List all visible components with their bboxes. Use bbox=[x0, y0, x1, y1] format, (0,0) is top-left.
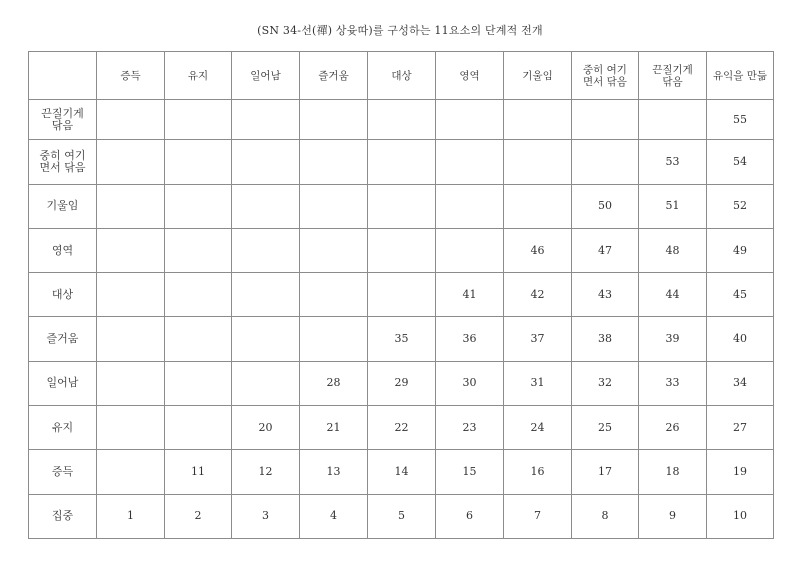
table-cell bbox=[368, 140, 436, 184]
table-cell: 6 bbox=[436, 494, 504, 538]
row-header: 끈질기게 닦음 bbox=[29, 100, 97, 140]
table-cell bbox=[232, 361, 300, 405]
table-cell: 51 bbox=[639, 184, 707, 228]
column-header: 중히 여기 면서 닦음 bbox=[572, 52, 639, 100]
table-cell: 47 bbox=[572, 228, 639, 272]
table-cell bbox=[97, 184, 165, 228]
table-cell bbox=[165, 140, 232, 184]
row-header: 영역 bbox=[29, 228, 97, 272]
table-cell bbox=[97, 450, 165, 494]
table-cell bbox=[165, 228, 232, 272]
table-cell bbox=[97, 100, 165, 140]
table-row bbox=[29, 184, 774, 228]
row-header: 기울임 bbox=[29, 184, 97, 228]
column-header: 일어남 bbox=[232, 52, 300, 100]
table-cell: 50 bbox=[572, 184, 639, 228]
table-cell: 38 bbox=[572, 317, 639, 361]
table-cell: 15 bbox=[436, 450, 504, 494]
header-row bbox=[29, 52, 774, 100]
table-cell bbox=[368, 228, 436, 272]
table-cell: 49 bbox=[707, 228, 774, 272]
table-cell bbox=[436, 100, 504, 140]
table-row bbox=[29, 361, 774, 405]
table-cell: 4 bbox=[300, 494, 368, 538]
table-cell: 46 bbox=[504, 228, 572, 272]
table-cell bbox=[504, 140, 572, 184]
table-cell: 12 bbox=[232, 450, 300, 494]
column-header: 영역 bbox=[436, 52, 504, 100]
table-cell: 22 bbox=[368, 406, 436, 450]
table-row bbox=[29, 406, 774, 450]
table-cell: 25 bbox=[572, 406, 639, 450]
table-cell: 7 bbox=[504, 494, 572, 538]
row-header: 증득 bbox=[29, 450, 97, 494]
table-cell bbox=[300, 100, 368, 140]
table-cell: 3 bbox=[232, 494, 300, 538]
table-cell bbox=[300, 273, 368, 317]
table-cell: 14 bbox=[368, 450, 436, 494]
table-cell bbox=[368, 100, 436, 140]
table-cell: 27 bbox=[707, 406, 774, 450]
table-cell: 28 bbox=[300, 361, 368, 405]
column-header: 증득 bbox=[97, 52, 165, 100]
table-cell: 10 bbox=[707, 494, 774, 538]
table-cell: 19 bbox=[707, 450, 774, 494]
column-header: 기울임 bbox=[504, 52, 572, 100]
table-cell: 37 bbox=[504, 317, 572, 361]
row-header: 대상 bbox=[29, 273, 97, 317]
table-cell: 39 bbox=[639, 317, 707, 361]
table-cell bbox=[97, 317, 165, 361]
table-cell bbox=[368, 273, 436, 317]
table-cell bbox=[97, 406, 165, 450]
table-cell: 5 bbox=[368, 494, 436, 538]
table-cell bbox=[436, 228, 504, 272]
table-cell bbox=[165, 273, 232, 317]
table-cell: 44 bbox=[639, 273, 707, 317]
table-cell: 34 bbox=[707, 361, 774, 405]
column-header: 즐거움 bbox=[300, 52, 368, 100]
table-cell: 45 bbox=[707, 273, 774, 317]
table-cell: 9 bbox=[639, 494, 707, 538]
table-cell bbox=[232, 140, 300, 184]
table-cell: 52 bbox=[707, 184, 774, 228]
row-header: 중히 여기 면서 닦음 bbox=[29, 140, 97, 184]
table-cell bbox=[300, 140, 368, 184]
table-cell bbox=[232, 317, 300, 361]
table-cell bbox=[504, 100, 572, 140]
table-row bbox=[29, 273, 774, 317]
table-cell bbox=[232, 228, 300, 272]
table-cell bbox=[165, 184, 232, 228]
table-cell: 40 bbox=[707, 317, 774, 361]
stages-table bbox=[28, 51, 774, 539]
table-cell bbox=[165, 317, 232, 361]
table-cell: 31 bbox=[504, 361, 572, 405]
table-cell: 53 bbox=[639, 140, 707, 184]
table-row bbox=[29, 494, 774, 538]
corner-header-cell bbox=[29, 52, 97, 100]
table-body bbox=[29, 100, 774, 539]
table-cell: 26 bbox=[639, 406, 707, 450]
table-cell bbox=[572, 140, 639, 184]
table-cell: 33 bbox=[639, 361, 707, 405]
table-cell: 21 bbox=[300, 406, 368, 450]
table-cell: 17 bbox=[572, 450, 639, 494]
table-caption: (SN 34-선(禪) 상윳따)를 구성하는 11요소의 단계적 전개 bbox=[257, 24, 543, 37]
table-cell bbox=[165, 406, 232, 450]
row-header: 유지 bbox=[29, 406, 97, 450]
table-cell: 1 bbox=[97, 494, 165, 538]
table-cell: 42 bbox=[504, 273, 572, 317]
table-cell: 2 bbox=[165, 494, 232, 538]
table-cell: 8 bbox=[572, 494, 639, 538]
table-cell bbox=[300, 184, 368, 228]
table-row bbox=[29, 100, 774, 140]
table-cell bbox=[232, 273, 300, 317]
table-cell bbox=[436, 140, 504, 184]
table-row bbox=[29, 317, 774, 361]
table-cell: 43 bbox=[572, 273, 639, 317]
table-cell bbox=[97, 228, 165, 272]
table-row bbox=[29, 228, 774, 272]
row-header: 즐거움 bbox=[29, 317, 97, 361]
table-cell bbox=[572, 100, 639, 140]
table-cell: 30 bbox=[436, 361, 504, 405]
column-header: 유지 bbox=[165, 52, 232, 100]
table-cell: 32 bbox=[572, 361, 639, 405]
table-cell bbox=[639, 100, 707, 140]
table-cell: 16 bbox=[504, 450, 572, 494]
table-cell bbox=[300, 317, 368, 361]
table-cell bbox=[368, 184, 436, 228]
table-cell bbox=[97, 361, 165, 405]
table-cell: 20 bbox=[232, 406, 300, 450]
column-header: 끈질기게 닦음 bbox=[639, 52, 707, 100]
table-cell: 48 bbox=[639, 228, 707, 272]
table-cell bbox=[97, 140, 165, 184]
table-cell bbox=[232, 184, 300, 228]
table-cell: 55 bbox=[707, 100, 774, 140]
row-header: 일어남 bbox=[29, 361, 97, 405]
table-cell: 41 bbox=[436, 273, 504, 317]
table-cell: 35 bbox=[368, 317, 436, 361]
table-cell bbox=[165, 361, 232, 405]
table-cell: 23 bbox=[436, 406, 504, 450]
row-header: 집중 bbox=[29, 494, 97, 538]
table-cell: 13 bbox=[300, 450, 368, 494]
table-cell: 29 bbox=[368, 361, 436, 405]
table-cell: 18 bbox=[639, 450, 707, 494]
table-cell bbox=[232, 100, 300, 140]
table-cell bbox=[97, 273, 165, 317]
table-cell bbox=[504, 184, 572, 228]
table-cell: 24 bbox=[504, 406, 572, 450]
table-cell bbox=[300, 228, 368, 272]
table-row bbox=[29, 140, 774, 184]
column-header: 대상 bbox=[368, 52, 436, 100]
table-cell: 54 bbox=[707, 140, 774, 184]
table-cell: 36 bbox=[436, 317, 504, 361]
table-row bbox=[29, 450, 774, 494]
table-cell: 11 bbox=[165, 450, 232, 494]
table-cell bbox=[165, 100, 232, 140]
table-cell bbox=[436, 184, 504, 228]
column-header: 유익을 만듦 bbox=[707, 52, 774, 100]
